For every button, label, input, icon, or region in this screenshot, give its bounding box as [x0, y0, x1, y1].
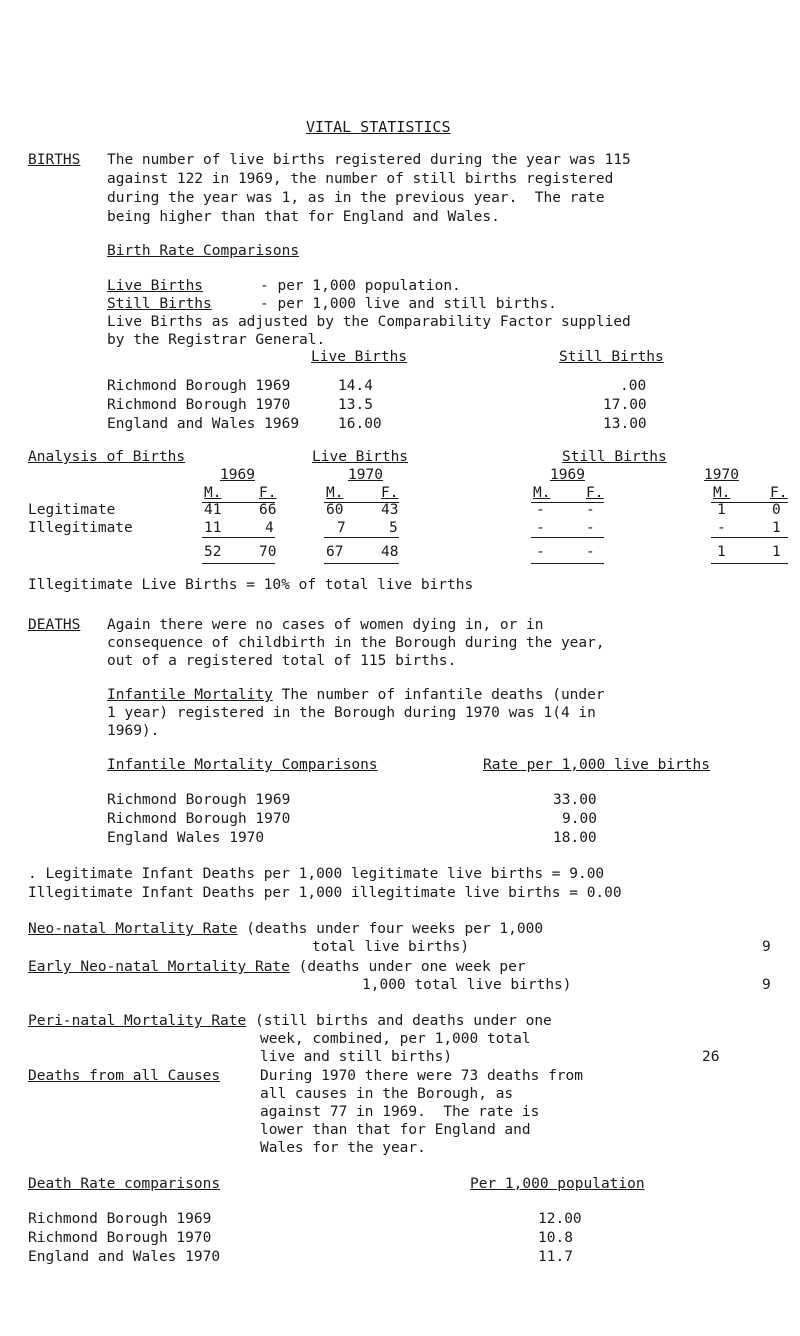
analysis-live-births: Live Births [312, 449, 409, 465]
all-causes-line: all causes in the Borough, as [260, 1086, 514, 1102]
peri-natal-line2: week, combined, per 1,000 total [260, 1031, 531, 1047]
imc-rate-heading: Rate per 1,000 live births [483, 757, 710, 773]
def-still-label: Still Births [107, 296, 212, 312]
col-m: M. [326, 485, 344, 501]
analysis-still-births: Still Births [562, 449, 667, 465]
all-causes-line: Wales for the year. [260, 1140, 426, 1156]
total-cell: 52 [204, 544, 222, 560]
year-1970-live: 1970 [348, 467, 383, 483]
births-para-line: being higher than that for England and Wales. [107, 209, 500, 225]
illegit-infant-deaths: Illegitimate Infant Deaths per 1,000 illegitimate live births = 0.00 [28, 885, 622, 901]
col-f: F. [586, 485, 604, 501]
legit-cell: 43 [381, 502, 399, 518]
drc-row-label: England and Wales 1970 [28, 1249, 221, 1265]
infantile-mortality-para: Infantile Mortality The number of infantile deaths (under [107, 687, 605, 703]
page-title: VITAL STATISTICS [306, 118, 451, 136]
legit-cell: 0 [772, 502, 781, 518]
deaths-para-line: consequence of childbirth in the Borough during the year, [107, 635, 605, 651]
drc-row-value: 12.00 [538, 1211, 582, 1227]
death-rate-per-heading: Per 1,000 population [470, 1176, 645, 1192]
deaths-all-causes-label: Deaths from all Causes [28, 1068, 221, 1084]
all-causes-line: During 1970 there were 73 deaths from [260, 1068, 584, 1084]
total-cell: - [586, 544, 595, 560]
death-rate-comparisons-heading: Death Rate comparisons [28, 1176, 221, 1192]
illegit-cell: 11 [204, 520, 222, 536]
imc-row-label: Richmond Borough 1969 [107, 792, 291, 808]
drc-row-label: Richmond Borough 1969 [28, 1211, 212, 1227]
infantile-mortality-label: Infantile Mortality [107, 687, 273, 703]
rate-row-label: Richmond Borough 1970 [107, 397, 291, 413]
imc-row-value: 33.00 [553, 792, 597, 808]
total-cell: - [536, 544, 545, 560]
adjusted-line: Live Births as adjusted by the Comparability Factor supplied [107, 314, 631, 330]
illegit-cell: 4 [265, 520, 274, 536]
col-m: M. [204, 485, 222, 501]
births-para-line: The number of live births registered during the year was 115 [107, 152, 631, 168]
all-causes-line: lower than that for England and [260, 1122, 531, 1138]
analysis-heading: Analysis of Births [28, 449, 186, 465]
illegit-cell: - [586, 520, 595, 536]
rate-row-label: Richmond Borough 1969 [107, 378, 291, 394]
col-m: M. [713, 485, 731, 501]
deaths-para-line: Again there were no cases of women dying in, or in [107, 617, 544, 633]
legit-cell: - [586, 502, 595, 518]
def-live-text: - per 1,000 population. [260, 278, 461, 294]
illegitimate-label: Illegitimate [28, 520, 133, 536]
imc-row-value: 9.00 [562, 811, 597, 827]
illegit-cell: - [717, 520, 726, 536]
infantile-line: 1969). [107, 723, 160, 739]
col-m: M. [533, 485, 551, 501]
total-cell: 67 [326, 544, 344, 560]
col-f: F. [770, 485, 788, 501]
infantile-line: 1 year) registered in the Borough during 1970 was 1(4 in [107, 705, 596, 721]
def-still-text: - per 1,000 live and still births. [260, 296, 557, 312]
births-para-line: during the year was 1, as in the previous year. The rate [107, 190, 605, 206]
births-heading: BIRTHS [28, 152, 81, 168]
imc-row-label: England Wales 1970 [107, 830, 265, 846]
drc-row-label: Richmond Borough 1970 [28, 1230, 212, 1246]
total-cell: 70 [259, 544, 277, 560]
neo-natal-line: Neo-natal Mortality Rate (deaths under four weeks per 1,000 [28, 921, 544, 937]
peri-natal-line3: live and still births) [260, 1049, 453, 1065]
rate-row-still: 13.00 [603, 416, 647, 432]
total-cell: 48 [381, 544, 399, 560]
births-para-line: against 122 in 1969, the number of still births registered [107, 171, 614, 187]
illegit-cell: 7 [337, 520, 346, 536]
col-still-births: Still Births [559, 349, 664, 365]
imc-row-value: 18.00 [553, 830, 597, 846]
deaths-para-line: out of a registered total of 115 births. [107, 653, 457, 669]
legit-cell: 1 [717, 502, 726, 518]
deaths-heading: DEATHS [28, 617, 81, 633]
rate-row-live: 13.5 [338, 397, 373, 413]
total-cell: 1 [717, 544, 726, 560]
col-f: F. [259, 485, 277, 501]
legitimate-label: Legitimate [28, 502, 116, 518]
def-live-label: Live Births [107, 278, 204, 294]
peri-natal-value: 26 [702, 1049, 720, 1065]
illegit-cell: 5 [389, 520, 398, 536]
year-1970-still: 1970 [704, 467, 739, 483]
legit-cell: - [536, 502, 545, 518]
birth-rate-comparisons-heading: Birth Rate Comparisons [107, 243, 300, 259]
year-1969-live: 1969 [220, 467, 255, 483]
legit-infant-deaths: . Legitimate Infant Deaths per 1,000 legitimate live births = 9.00 [28, 866, 605, 882]
peri-natal-line: Peri-natal Mortality Rate (still births and deaths under one [28, 1013, 552, 1029]
illegit-cell: 1 [772, 520, 781, 536]
all-causes-line: against 77 in 1969. The rate is [260, 1104, 540, 1120]
legit-cell: 66 [259, 502, 277, 518]
imc-heading: Infantile Mortality Comparisons [107, 757, 378, 773]
neo-natal-label: Neo-natal Mortality Rate [28, 921, 238, 937]
drc-row-value: 10.8 [538, 1230, 573, 1246]
neo-natal-value: 9 [762, 939, 771, 955]
peri-natal-label: Peri-natal Mortality Rate [28, 1013, 247, 1029]
rate-row-live: 14.4 [338, 378, 373, 394]
legit-cell: 60 [326, 502, 344, 518]
rate-row-label: England and Wales 1969 [107, 416, 300, 432]
adjusted-line: by the Registrar General. [107, 332, 326, 348]
rate-row-live: 16.00 [338, 416, 382, 432]
drc-row-value: 11.7 [538, 1249, 573, 1265]
illegit-cell: - [536, 520, 545, 536]
early-neo-natal-line: Early Neo-natal Mortality Rate (deaths under one week per [28, 959, 526, 975]
col-f: F. [381, 485, 399, 501]
rate-row-still: .00 [620, 378, 647, 394]
total-cell: 1 [772, 544, 781, 560]
legit-cell: 41 [204, 502, 222, 518]
early-neo-natal-line2: 1,000 total live births) [362, 977, 572, 993]
illegitimate-note: Illegitimate Live Births = 10% of total live births [28, 577, 474, 593]
early-neo-natal-label: Early Neo-natal Mortality Rate [28, 959, 290, 975]
rate-row-still: 17.00 [603, 397, 647, 413]
early-neo-natal-value: 9 [762, 977, 771, 993]
imc-row-label: Richmond Borough 1970 [107, 811, 291, 827]
year-1969-still: 1969 [550, 467, 585, 483]
neo-natal-line2: total live births) [312, 939, 470, 955]
col-live-births: Live Births [311, 349, 408, 365]
